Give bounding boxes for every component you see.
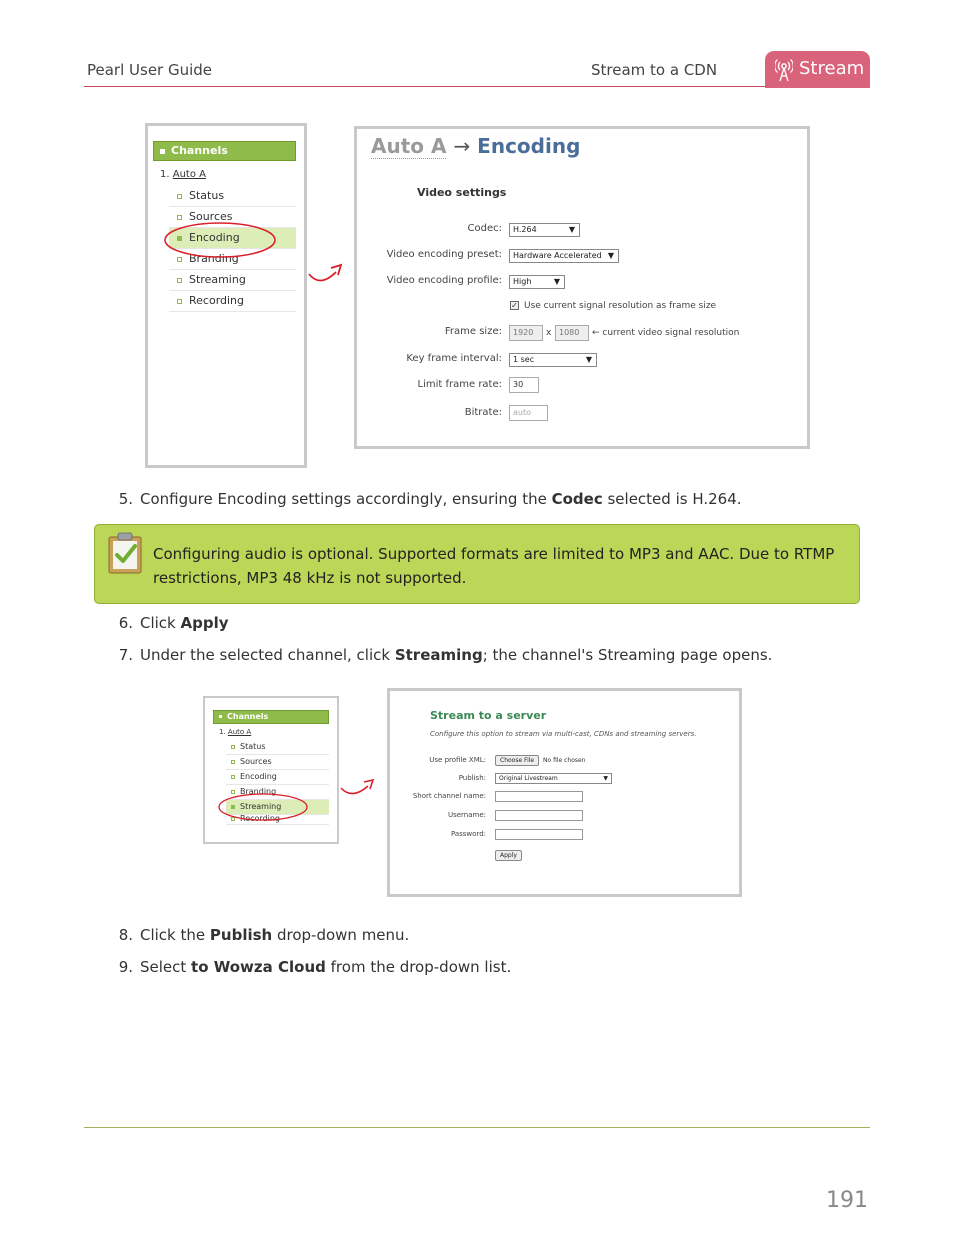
caret-down-icon: ▼ — [568, 225, 575, 234]
use-signal-checkbox[interactable]: ✓ — [511, 301, 518, 310]
caret-down-icon: ▼ — [585, 355, 592, 364]
no-file-text: No file chosen — [543, 757, 586, 764]
preset-select[interactable] — [509, 249, 619, 263]
step-text-pre: Under the selected channel, click — [140, 646, 395, 664]
step-text-bold: Streaming — [394, 646, 483, 664]
step-text-pre: Configure Encoding settings accordingly, ensuring the — [140, 490, 552, 508]
page-number: 191 — [826, 1188, 868, 1213]
step-text — [140, 926, 409, 944]
channel-number: 1. — [219, 728, 226, 736]
publish-value: Original Livestream — [499, 775, 558, 782]
channels-header — [153, 141, 296, 161]
stream-server-title: Stream to a server — [430, 709, 547, 722]
highlight-circle — [217, 792, 311, 824]
choose-file-button[interactable]: Choose File — [495, 755, 539, 766]
channels-header — [213, 710, 329, 724]
title-channel: Auto A — [371, 134, 447, 158]
frame-x-label: x — [546, 328, 552, 338]
menu-item-label: Sources — [189, 210, 233, 223]
bitrate-input[interactable]: auto — [509, 405, 548, 421]
curved-arrow-icon — [338, 776, 380, 800]
frame-width-input[interactable]: 1920 — [509, 325, 543, 341]
menu-item-label: Branding — [240, 787, 277, 796]
menu-item-label: Recording — [189, 294, 245, 307]
highlight-circle — [162, 220, 280, 262]
password-input[interactable] — [495, 829, 583, 840]
channels-header-label: Channels — [227, 712, 269, 721]
step-text-bold: Codec — [551, 490, 603, 508]
keyframe-value: 1 sec — [513, 355, 535, 364]
step-text — [140, 614, 229, 632]
broadcast-tower-icon — [775, 58, 793, 86]
step-text-post: ; the channel's Streaming page opens. — [482, 646, 773, 664]
menu-item-sources[interactable] — [226, 755, 329, 770]
note-box — [94, 524, 860, 604]
bullet-icon — [231, 760, 235, 764]
password-label: Password: — [450, 830, 486, 838]
menu-item-label: Streaming — [240, 802, 282, 811]
menu-item-streaming[interactable] — [169, 270, 296, 291]
menu-item-encoding[interactable] — [226, 770, 329, 785]
keyframe-select[interactable] — [509, 353, 597, 367]
step-text-bold: to Wowza Cloud — [191, 958, 326, 976]
step-text — [140, 646, 772, 664]
step-text-post: drop-down menu. — [272, 926, 410, 944]
stream-server-subtitle: Configure this option to stream via multi-cast, CDNs and streaming servers. — [430, 730, 697, 738]
caret-down-icon: ▼ — [603, 775, 608, 782]
step-text — [140, 490, 742, 508]
note-text — [153, 542, 843, 590]
caret-down-icon: ▼ — [607, 251, 614, 260]
note-line: restrictions, MP3 48 kHz is not supported. — [153, 569, 467, 587]
preset-label: Video encoding preset: — [386, 249, 502, 260]
encoding-panel — [354, 126, 810, 449]
bullet-icon — [177, 299, 182, 304]
bullet-icon — [177, 215, 182, 220]
frame-height-input[interactable]: 1080 — [555, 325, 589, 341]
menu-item-recording[interactable] — [169, 291, 296, 312]
step-number: 5. — [118, 490, 133, 508]
bitrate-label: Bitrate: — [464, 407, 502, 418]
menu-item-label: Sources — [240, 757, 272, 766]
bullet-icon — [177, 278, 182, 283]
title-section: Encoding — [477, 134, 581, 158]
tab-label: Stream — [799, 58, 865, 79]
bullet-icon — [231, 775, 235, 779]
step-number: 9. — [118, 958, 133, 976]
preset-value: Hardware Accelerated — [513, 251, 602, 260]
codec-value: H.264 — [513, 225, 537, 234]
publish-select[interactable] — [495, 773, 612, 784]
step-text-bold: Apply — [180, 614, 229, 632]
profile-value: High — [513, 277, 532, 286]
section-title: Stream to a CDN — [591, 61, 718, 79]
channel-entry[interactable] — [219, 728, 251, 736]
keyframe-label: Key frame interval: — [406, 353, 502, 364]
short-name-label: Short channel name: — [412, 792, 486, 800]
step-text — [140, 958, 511, 976]
codec-select[interactable] — [509, 223, 580, 237]
header-rule — [84, 86, 765, 87]
step-number: 6. — [118, 614, 133, 632]
step-number: 7. — [118, 646, 133, 664]
step-text-post: from the drop-down list. — [325, 958, 512, 976]
profile-label: Video encoding profile: — [386, 275, 502, 286]
bullet-icon — [231, 745, 235, 749]
menu-item-status[interactable] — [169, 186, 296, 207]
menu-item-label: Encoding — [189, 231, 240, 244]
channel-link[interactable]: Auto A — [227, 728, 252, 736]
bullet-icon — [177, 194, 182, 199]
menu-item-label: Recording — [240, 815, 281, 823]
username-label: Username: — [447, 811, 486, 819]
channels-header-label: Channels — [171, 144, 228, 157]
short-name-input[interactable] — [495, 791, 583, 802]
step-text-pre: Click — [140, 614, 181, 632]
frame-hint: ← current video signal resolution — [592, 328, 740, 338]
use-signal-label: Use current signal resolution as frame size — [524, 301, 717, 311]
footer-rule — [84, 1127, 870, 1128]
stream-server-panel — [387, 688, 742, 897]
step-text-pre: Click the — [140, 926, 210, 944]
title-arrow: → — [453, 134, 471, 158]
apply-button[interactable]: Apply — [495, 850, 522, 861]
profile-xml-label: Use profile XML: — [429, 756, 486, 764]
channel-link[interactable]: Auto A — [172, 169, 206, 180]
profile-select[interactable] — [509, 275, 565, 289]
caret-down-icon: ▼ — [553, 277, 560, 286]
clipboard-check-icon — [107, 531, 143, 579]
note-line: Configuring audio is optional. Supported formats are limited to MP3 and AAC. Due to RTMP — [153, 545, 835, 563]
menu-item-status[interactable] — [226, 740, 329, 755]
username-input[interactable] — [495, 810, 583, 821]
channel-number: 1. — [160, 169, 170, 180]
channel-entry[interactable] — [160, 169, 206, 180]
channels-panel-small — [203, 696, 339, 844]
menu-item-label: Status — [240, 742, 266, 751]
page-title — [371, 134, 580, 158]
framerate-input[interactable]: 30 — [509, 377, 539, 393]
section-tab — [765, 51, 870, 88]
frame-size-label: Frame size: — [444, 326, 502, 337]
channels-panel — [145, 123, 307, 468]
step-number: 8. — [118, 926, 133, 944]
step-text-bold: Publish — [209, 926, 273, 944]
menu-item-label: Encoding — [240, 772, 277, 781]
menu-item-label: Branding — [189, 252, 239, 265]
publish-label: Publish: — [458, 774, 486, 782]
step-text-post: selected is H.264. — [602, 490, 742, 508]
framerate-label: Limit frame rate: — [417, 379, 502, 390]
codec-label: Codec: — [467, 223, 502, 234]
guide-title: Pearl User Guide — [87, 61, 213, 79]
step-text-pre: Select — [140, 958, 192, 976]
video-settings-heading: Video settings — [417, 186, 507, 199]
menu-item-label: Status — [189, 189, 225, 202]
menu-item-label: Streaming — [189, 273, 246, 286]
